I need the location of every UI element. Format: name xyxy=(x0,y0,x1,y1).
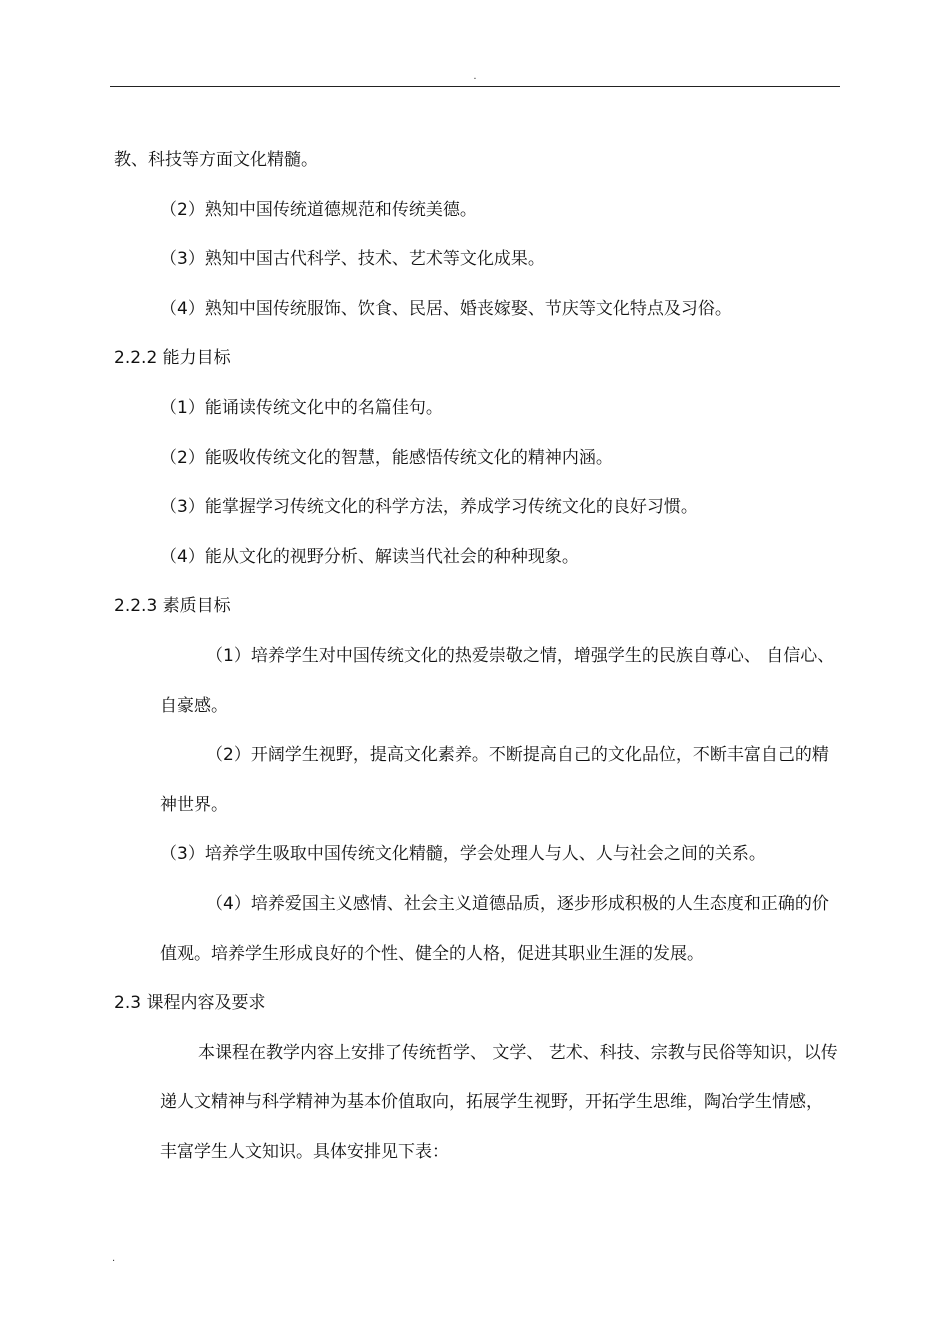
quality-goal-3: （3）培养学生吸取中国传统文化精髓，学会处理人与人、人与社会之间的关系。 xyxy=(160,844,766,865)
quality-goal-1: （1）培养学生对中国传统文化的热爱崇敬之情，增强学生的民族自尊心、 自信心、自豪感。 xyxy=(160,645,835,716)
footer-mark: . xyxy=(112,1253,116,1264)
ability-goal-4: （4）能从文化的视野分析、解读当代社会的种种现象。 xyxy=(160,546,579,567)
paragraph-continuation: 教、科技等方面文化精髓。 xyxy=(114,150,318,170)
quality-goal-2: （2）开阔学生视野，提高文化素养。不断提高自己的文化品位，不断丰富自己的精神世界。 xyxy=(160,745,829,815)
document-body xyxy=(114,136,838,1177)
knowledge-goal-3: （3）熟知中国古代科学、技术、艺术等文化成果。 xyxy=(160,249,545,270)
quality-goal-4: （4）培养爱国主义感情、社会主义道德品质，逐步形成积极的人生态度和正确的价值观。培养学生形成良好的个性、健全的人格，促进其职业生涯的发展。 xyxy=(160,893,829,964)
ability-goal-1: （1）能诵读传统文化中的名篇佳句。 xyxy=(160,397,443,418)
header-mark: . xyxy=(473,71,477,82)
header-rule xyxy=(110,86,840,87)
course-content-paragraph: 本课程在教学内容上安排了传统哲学、 文学、 艺术、科技、宗教与民俗等知识，以传递人文精神与科学精神为基本价值取向，拓展学生视野，开拓学生思维，陶冶学生情感，丰富学生人文知识。具体安排见下表： xyxy=(160,1042,838,1162)
knowledge-goal-4: （4）熟知中国传统服饰、饮食、民居、婚丧嫁娶、节庆等文化特点及习俗。 xyxy=(160,298,732,319)
section-heading-ability: 2.2.2 能力目标 xyxy=(114,348,231,369)
ability-goal-2: （2）能吸收传统文化的智慧，能感悟传统文化的精神内涵。 xyxy=(160,447,613,468)
knowledge-goal-2: （2）熟知中国传统道德规范和传统美德。 xyxy=(160,199,477,220)
section-heading-quality: 2.2.3 素质目标 xyxy=(114,596,231,617)
section-heading-content: 2.3 课程内容及要求 xyxy=(114,993,266,1014)
ability-goal-3: （3）能掌握学习传统文化的科学方法，养成学习传统文化的良好习惯。 xyxy=(160,497,698,518)
